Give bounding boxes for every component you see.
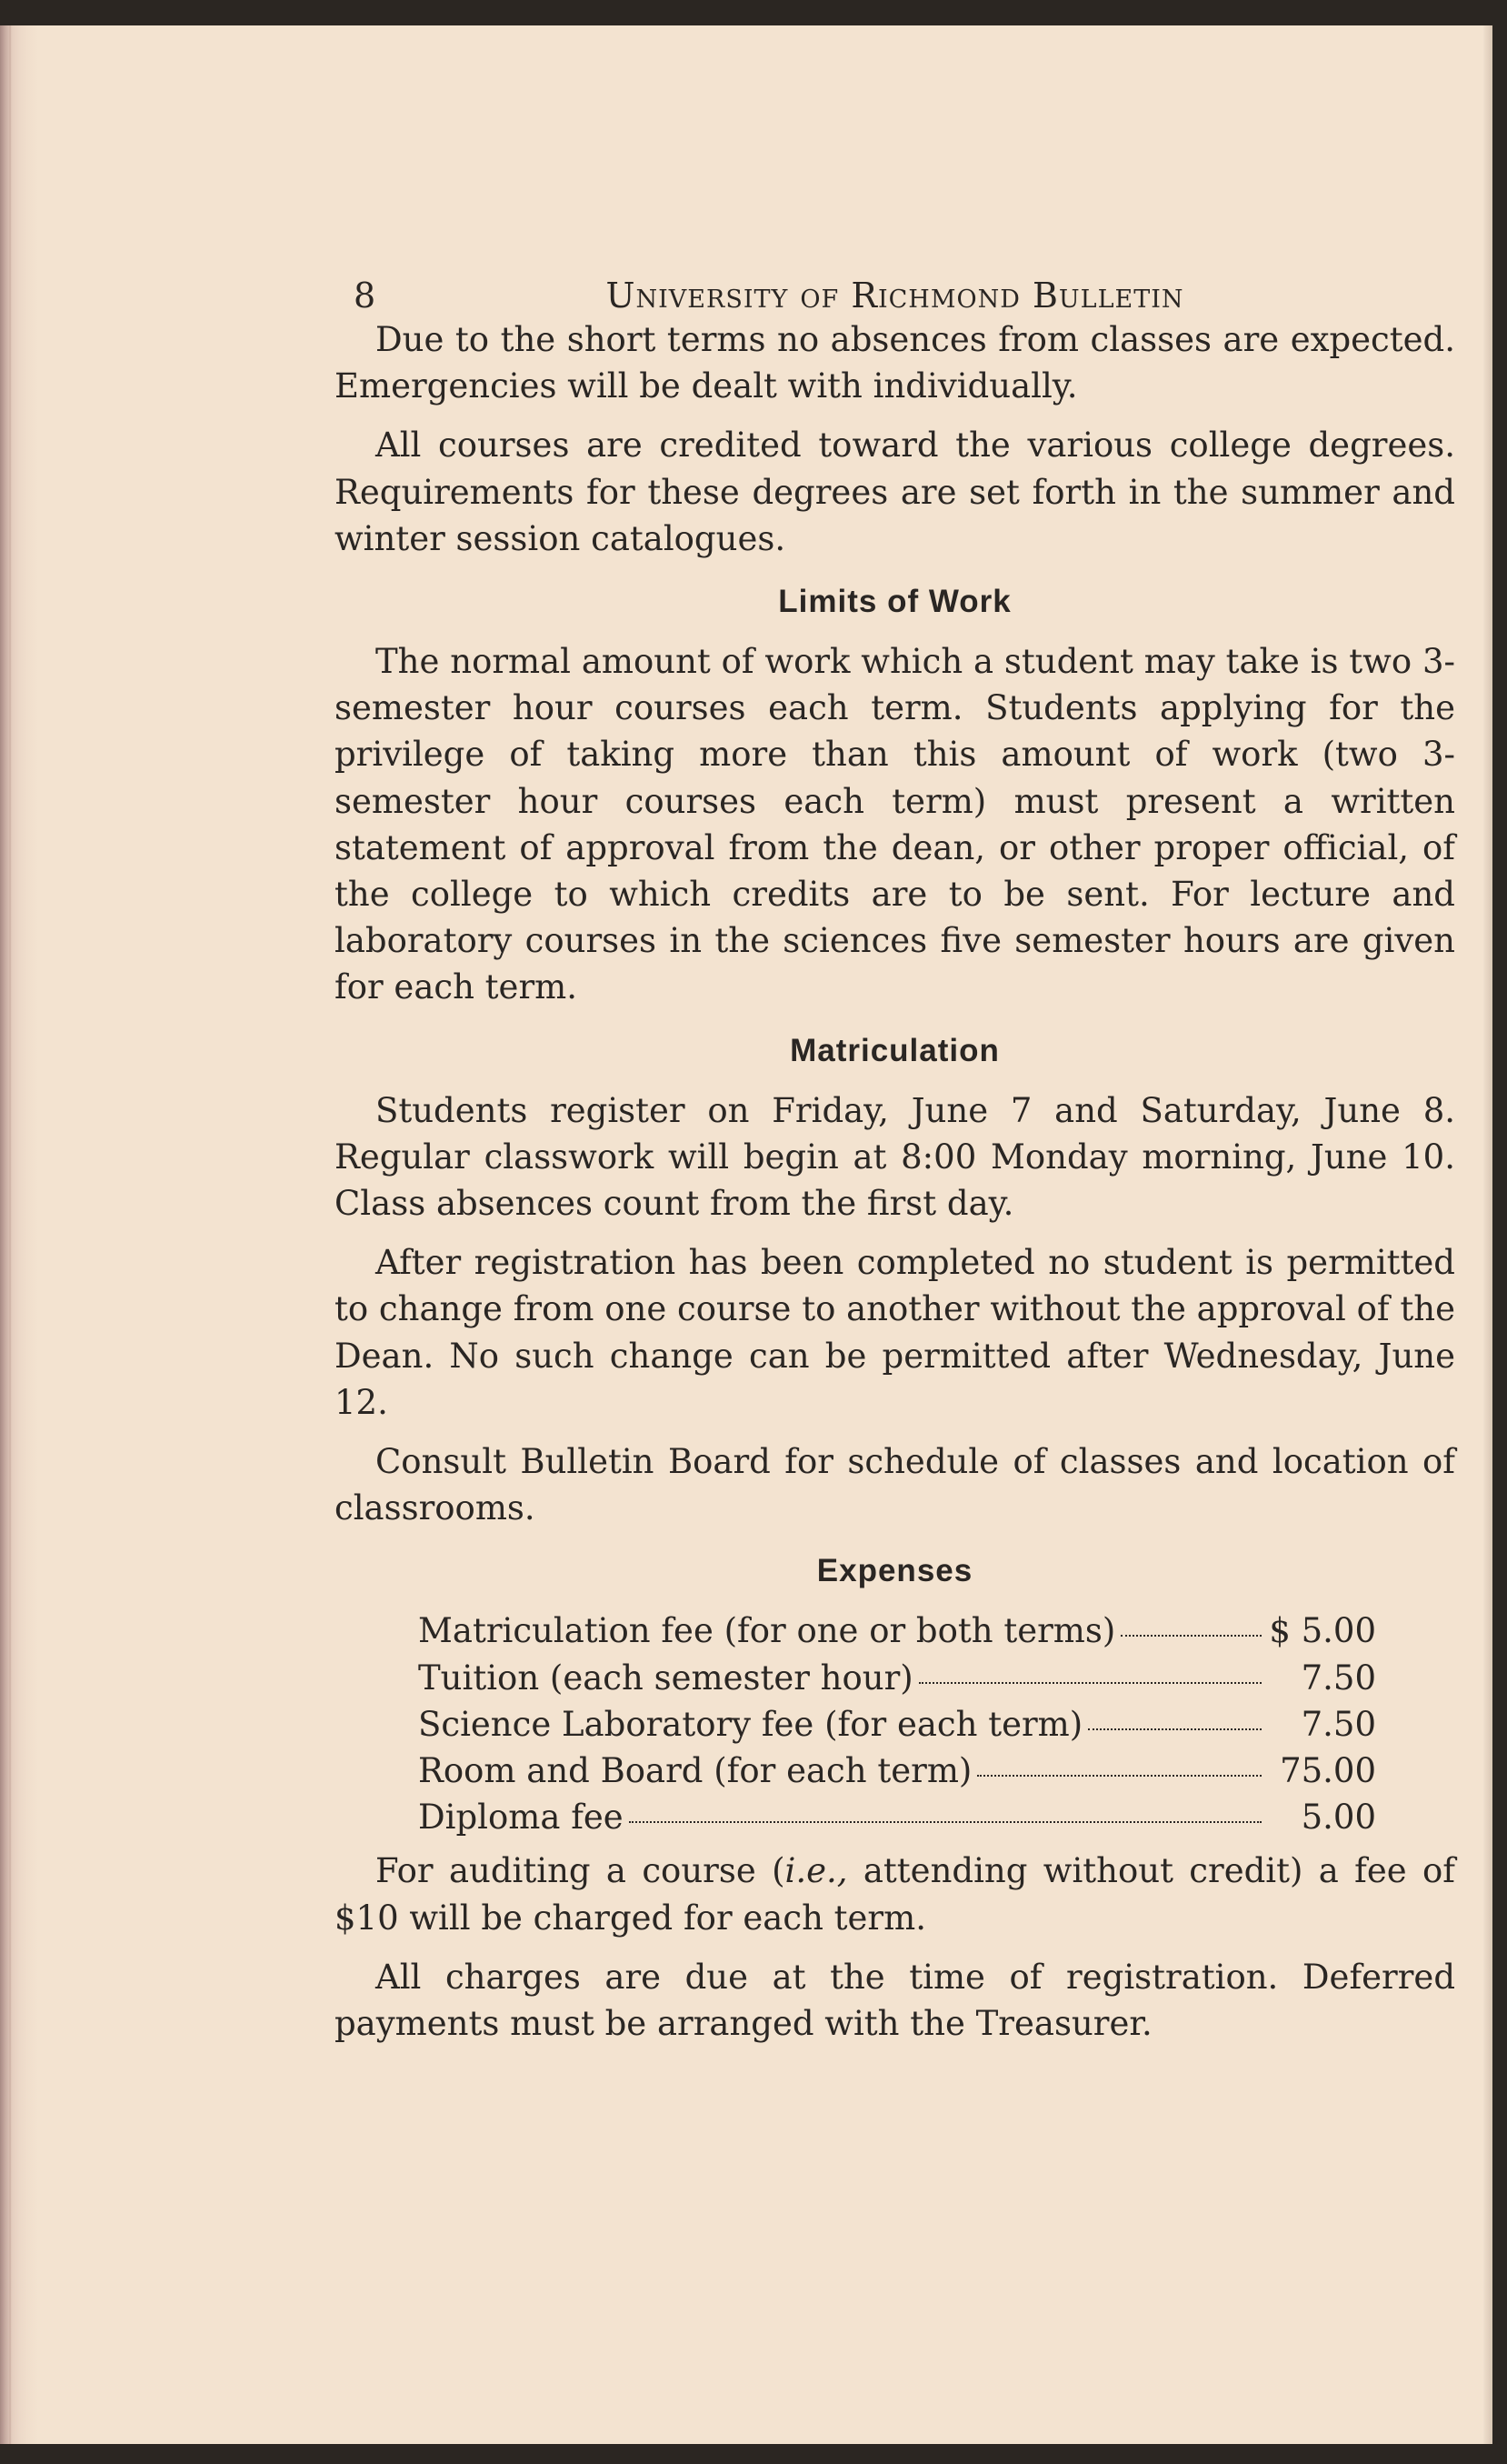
limits-paragraph: The normal amount of work which a student may take is two 3-semester hour courses each term. Students applying for the privilege of taking more than this amount of work (two 3-semester hour courses each term) must present a written statement of approval from the dean, or other proper official, of the college to which credits are to be sent. For lecture and laboratory courses in the sciences five semester hours are given for each term. [334, 642, 1455, 1007]
intro-paragraph-credits: All courses are credited toward the various college degrees. Requirements for these degrees are set forth in the summer and winter session catalogues. [334, 426, 1455, 558]
bulletin-page [0, 25, 1492, 2444]
fee-row [418, 1608, 1376, 1654]
fee-row [418, 1748, 1376, 1794]
running-title: University of Richmond Bulletin [605, 275, 1184, 316]
fee-amount: 7.50 [1301, 1658, 1376, 1698]
fee-label: Diploma fee [418, 1798, 624, 1838]
fee-row [418, 1794, 1376, 1840]
matriculation-heading: Matriculation [790, 1032, 1000, 1068]
fee-amount: 5.00 [1301, 1798, 1376, 1838]
page-number: 8 [354, 275, 376, 316]
fee-row [418, 1701, 1376, 1748]
matriculation-paragraph-change: After registration has been completed no student is permitted to change from one course to another without the approval of the Dean. No such change can be permitted after Wednesday, June 12. [334, 1243, 1455, 1422]
expenses-table [418, 1608, 1376, 1840]
fee-label: Matriculation fee (for one or both terms) [418, 1611, 1116, 1651]
fee-label: Room and Board (for each term) [418, 1751, 973, 1791]
dot-leader [977, 1775, 1262, 1777]
matriculation-paragraph-register: Students register on Friday, June 7 and Saturday, June 8. Regular classwork will begin at 8:00 Monday morning, June 10. Class absences count from the first day. [334, 1090, 1455, 1224]
dot-leader [629, 1821, 1262, 1823]
auditing-paragraph [334, 1848, 1455, 1940]
page-edge [1483, 25, 1492, 2444]
fee-label: Science Laboratory fee (for each term) [418, 1704, 1083, 1744]
fee-label: Tuition (each semester hour) [418, 1658, 913, 1698]
dot-leader [1088, 1728, 1262, 1730]
limits-heading: Limits of Work [778, 584, 1012, 620]
page-spine-shadow [0, 25, 38, 2444]
auditing-text-start: For auditing a course ( [375, 1851, 785, 1891]
dot-leader [1121, 1635, 1262, 1637]
auditing-text-end: attending without credit) a fee of $10 will be charged for each term. [334, 1851, 1455, 1938]
running-head [334, 253, 1455, 316]
auditing-text-italic: i.e., [784, 1851, 848, 1891]
dot-leader [919, 1682, 1262, 1684]
matriculation-paragraph-board: Consult Bulletin Board for schedule of classes and location of classrooms. [334, 1442, 1455, 1528]
fee-row [418, 1655, 1376, 1701]
fee-amount: 75.00 [1280, 1751, 1376, 1791]
fee-amount: 7.50 [1301, 1704, 1376, 1744]
charges-paragraph: All charges are due at the time of registration. Deferred payments must be arranged with the Treasurer. [334, 1957, 1455, 2044]
fee-amount: $ 5.00 [1269, 1611, 1376, 1651]
page-text-block [334, 253, 1455, 2059]
expenses-heading: Expenses [816, 1553, 973, 1589]
intro-paragraph-absences: Due to the short terms no absences from classes are expected. Emergencies will be dealt with individually. [334, 320, 1455, 406]
